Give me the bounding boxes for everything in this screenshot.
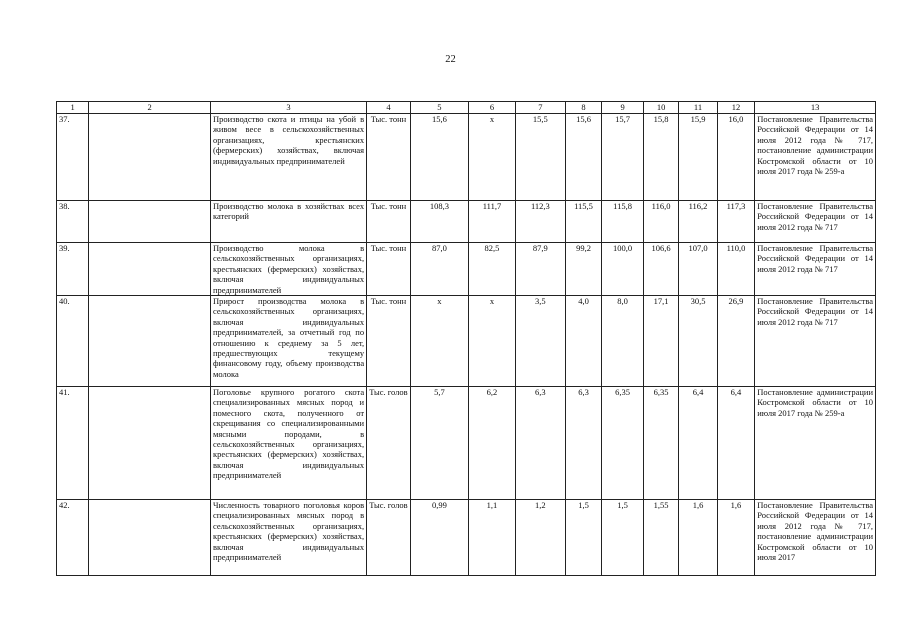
- column-header: 4: [367, 102, 411, 114]
- column-number-row: [57, 102, 876, 114]
- unit-cell: Тыс. тонн: [367, 296, 411, 387]
- value-cell: 15,5: [515, 114, 565, 201]
- indicator-cell: Производство молока в сельскохозяйственных организациях, крестьянских (фермерских) хозяйствах, включая индивидуальных предпринимателей: [211, 243, 367, 296]
- value-cell: 6,4: [717, 387, 754, 500]
- basis-cell: Постановление Правительства Российской Федерации от 14 июля 2012 года № 717: [755, 296, 876, 387]
- value-cell: 87,9: [515, 243, 565, 296]
- value-cell: 6,35: [643, 387, 678, 500]
- column-header: 11: [679, 102, 718, 114]
- column-header: 1: [57, 102, 89, 114]
- row-number-cell: 40.: [57, 296, 89, 387]
- value-cell: 115,5: [565, 201, 601, 243]
- column-header: 9: [602, 102, 644, 114]
- column-header: 10: [643, 102, 678, 114]
- table-row: [57, 243, 876, 296]
- column-header: 12: [717, 102, 754, 114]
- row-number-cell: 41.: [57, 387, 89, 500]
- value-cell: 87,0: [410, 243, 468, 296]
- unit-cell: Тыс. тонн: [367, 114, 411, 201]
- unit-cell: Тыс. голов: [367, 387, 411, 500]
- group-cell: [89, 114, 211, 201]
- basis-cell: Постановление Правительства Российской Федерации от 14 июля 2012 года № 717: [755, 243, 876, 296]
- group-cell: [89, 387, 211, 500]
- indicator-cell: Численность товарного поголовья коров специализированных мясных пород в сельскохозяйственных организациях, крестьянских (фермерских) хозяйствах, включая индивидуальных предпринимателей: [211, 500, 367, 576]
- value-cell: 8,0: [602, 296, 644, 387]
- column-header: 2: [89, 102, 211, 114]
- column-header: 7: [515, 102, 565, 114]
- value-cell: 106,6: [643, 243, 678, 296]
- group-cell: [89, 296, 211, 387]
- value-cell: х: [410, 296, 468, 387]
- value-cell: 4,0: [565, 296, 601, 387]
- table-row: [57, 296, 876, 387]
- value-cell: 110,0: [717, 243, 754, 296]
- value-cell: 100,0: [602, 243, 644, 296]
- value-cell: 107,0: [679, 243, 718, 296]
- basis-cell: Постановление Правительства Российской Федерации от 14 июля 2012 года № 717, постановление администрации Костромской области от 10 июля 2017: [755, 500, 876, 576]
- value-cell: 82,5: [469, 243, 516, 296]
- value-cell: 1,1: [469, 500, 516, 576]
- row-number-cell: 38.: [57, 201, 89, 243]
- value-cell: 17,1: [643, 296, 678, 387]
- value-cell: 15,6: [410, 114, 468, 201]
- value-cell: 117,3: [717, 201, 754, 243]
- value-cell: 1,2: [515, 500, 565, 576]
- table-row: [57, 201, 876, 243]
- value-cell: х: [469, 114, 516, 201]
- row-number-cell: 42.: [57, 500, 89, 576]
- unit-cell: Тыс. тонн: [367, 201, 411, 243]
- value-cell: х: [469, 296, 516, 387]
- basis-cell: Постановление Правительства Российской Федерации от 14 июля 2012 года № 717, постановление администрации Костромской области от 10 июля 2017 года № 259-а: [755, 114, 876, 201]
- indicator-cell: Производство скота и птицы на убой в живом весе в сельскохозяйственных организациях, крестьянских (фермерских) хозяйствах, включая индивидуальных предпринимателей: [211, 114, 367, 201]
- value-cell: 1,6: [717, 500, 754, 576]
- value-cell: 1,5: [602, 500, 644, 576]
- value-cell: 16,0: [717, 114, 754, 201]
- value-cell: 1,5: [565, 500, 601, 576]
- page-number: 22: [445, 54, 456, 65]
- value-cell: 15,8: [643, 114, 678, 201]
- value-cell: 116,2: [679, 201, 718, 243]
- value-cell: 5,7: [410, 387, 468, 500]
- column-header: 8: [565, 102, 601, 114]
- value-cell: 108,3: [410, 201, 468, 243]
- table-row: [57, 387, 876, 500]
- value-cell: 6,4: [679, 387, 718, 500]
- basis-cell: Постановление администрации Костромской области от 10 июля 2017 года № 259-а: [755, 387, 876, 500]
- value-cell: 115,8: [602, 201, 644, 243]
- value-cell: 6,35: [602, 387, 644, 500]
- value-cell: 26,9: [717, 296, 754, 387]
- row-number-cell: 37.: [57, 114, 89, 201]
- table-row: [57, 500, 876, 576]
- value-cell: 99,2: [565, 243, 601, 296]
- unit-cell: Тыс. тонн: [367, 243, 411, 296]
- group-cell: [89, 243, 211, 296]
- column-header: 5: [410, 102, 468, 114]
- value-cell: 15,9: [679, 114, 718, 201]
- group-cell: [89, 201, 211, 243]
- indicator-cell: Прирост производства молока в сельскохозяйственных организациях, включая индивидуальных предпринимателей, за отчетный год по отношению к среднему за 5 лет, предшествующих текущему финансовому году, объему производства молока: [211, 296, 367, 387]
- value-cell: 1,55: [643, 500, 678, 576]
- row-number-cell: 39.: [57, 243, 89, 296]
- indicator-cell: Поголовье крупного рогатого скота специализированных мясных пород и помесного скота, полученного от скрещивания со специализированными мясными породами, в сельскохозяйственных организациях, крестьянских (фермерских) хозяйствах, включая индивидуальных предпринимателей: [211, 387, 367, 500]
- value-cell: 30,5: [679, 296, 718, 387]
- column-header: 6: [469, 102, 516, 114]
- value-cell: 6,3: [515, 387, 565, 500]
- value-cell: 6,2: [469, 387, 516, 500]
- value-cell: 15,6: [565, 114, 601, 201]
- value-cell: 15,7: [602, 114, 644, 201]
- value-cell: 1,6: [679, 500, 718, 576]
- group-cell: [89, 500, 211, 576]
- table-row: [57, 114, 876, 201]
- column-header: 3: [211, 102, 367, 114]
- indicators-table: [56, 101, 876, 576]
- value-cell: 116,0: [643, 201, 678, 243]
- value-cell: 6,3: [565, 387, 601, 500]
- column-header: 13: [755, 102, 876, 114]
- indicator-cell: Производство молока в хозяйствах всех категорий: [211, 201, 367, 243]
- value-cell: 111,7: [469, 201, 516, 243]
- value-cell: 3,5: [515, 296, 565, 387]
- basis-cell: Постановление Правительства Российской Федерации от 14 июля 2012 года № 717: [755, 201, 876, 243]
- unit-cell: Тыс. голов: [367, 500, 411, 576]
- value-cell: 112,3: [515, 201, 565, 243]
- value-cell: 0,99: [410, 500, 468, 576]
